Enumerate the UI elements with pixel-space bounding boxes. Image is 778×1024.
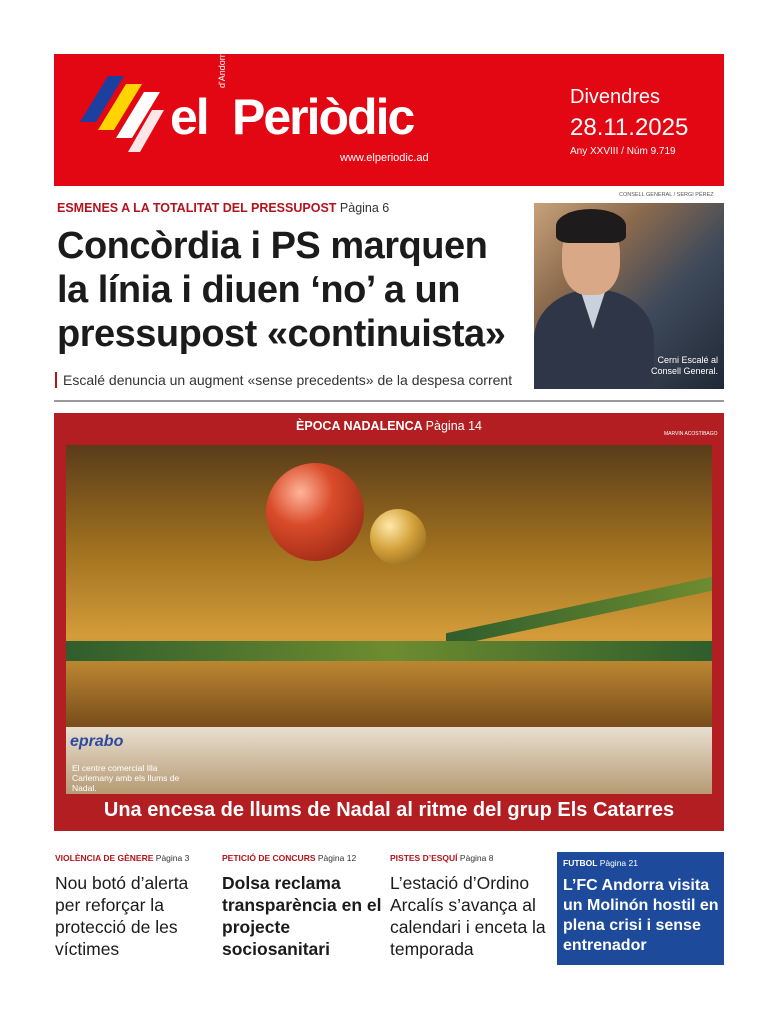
issue-number: Any XXVIII / Núm 9.719 (570, 146, 676, 157)
top-story-kicker[interactable] (57, 201, 389, 215)
feature-photo[interactable] (66, 445, 712, 794)
brief-2-headline[interactable]: Dolsa reclama transparència en el projecte sociosanitari (222, 873, 382, 959)
date-number: 28.11.2025 (570, 114, 689, 141)
brief-kicker-label: PETICIÓ DE CONCURS (222, 853, 316, 863)
brief-kicker-label: VIOLÈNCIA DE GÈNERE (55, 853, 154, 863)
photo-caption: Cerni Escalé al Consell General. (650, 355, 718, 376)
logo-stripes-icon (80, 76, 164, 160)
gold-ornament (370, 509, 426, 565)
brief-kicker-page: Pàgina 8 (459, 853, 494, 863)
brief-kicker-page: Pàgina 3 (155, 853, 190, 863)
top-story-photo[interactable] (534, 203, 724, 389)
brief-kicker-label: PISTES D’ESQUÍ (390, 853, 458, 863)
section-divider (54, 400, 724, 402)
website-link[interactable]: www.elperiodic.ad (340, 152, 429, 164)
brief-kicker-label: FUTBOL (563, 858, 598, 868)
date-day: Divendres (570, 86, 661, 108)
feature-kicker (54, 419, 724, 433)
brief-1-kicker (55, 853, 189, 863)
brief-kicker-page: Pàgina 12 (317, 853, 357, 863)
brief-3-kicker (390, 853, 493, 863)
brief-1-headline[interactable]: Nou botó d’alerta per reforçar la protecció de les víctimes (55, 873, 189, 959)
photo-garland-upper (446, 577, 712, 648)
red-ornament (266, 463, 364, 561)
brief-3-headline[interactable]: L’estació d’Ordino Arcalís s’avança al calendari i enceta la temporada (390, 873, 546, 959)
brief-4-box[interactable] (557, 852, 724, 965)
store-sign: eprabo (70, 733, 124, 750)
brief-4-headline[interactable]: L’FC Andorra visita un Molinón hostil en plena crisi i sense entrenador (563, 877, 719, 954)
feature-box[interactable] (54, 413, 724, 831)
masthead (54, 49, 724, 186)
kicker-label: ESMENES A LA TOTALITAT DEL PRESSUPOST (57, 201, 337, 215)
feature-photo-credit: MARVIN ACOSTIBAGO (664, 431, 718, 437)
brand-dandorra: d'Andorra (217, 49, 227, 88)
feature-photo-caption: El centre comercial Illa Carlemany amb els llums de Nadal. (72, 763, 180, 793)
top-story-subhead: Escalé denuncia un augment «sense precedents» de la despesa corrent (55, 372, 512, 388)
brand-el: el (170, 89, 208, 145)
feature-kicker-label: ÈPOCA NADALENCA (296, 419, 423, 433)
brief-4-kicker (563, 858, 638, 868)
photo-hair (556, 209, 626, 243)
brief-kicker-page: Pàgina 21 (599, 858, 638, 868)
feature-kicker-page: Pàgina 14 (425, 419, 482, 433)
photo-garland (66, 641, 712, 661)
photo-credit: CONSELL GENERAL / SERGI PÉREZ (619, 192, 714, 198)
feature-headline[interactable]: Una encesa de llums de Nadal al ritme del grup Els Catarres (103, 799, 675, 821)
kicker-page: Pàgina 6 (339, 201, 390, 215)
brand-periodic: Periòdic (232, 89, 414, 145)
top-story-headline[interactable]: Concòrdia i PS marquen la línia i diuen ‘no’ a un pressupost «continuista» (57, 225, 506, 355)
brief-2-kicker (222, 853, 356, 863)
